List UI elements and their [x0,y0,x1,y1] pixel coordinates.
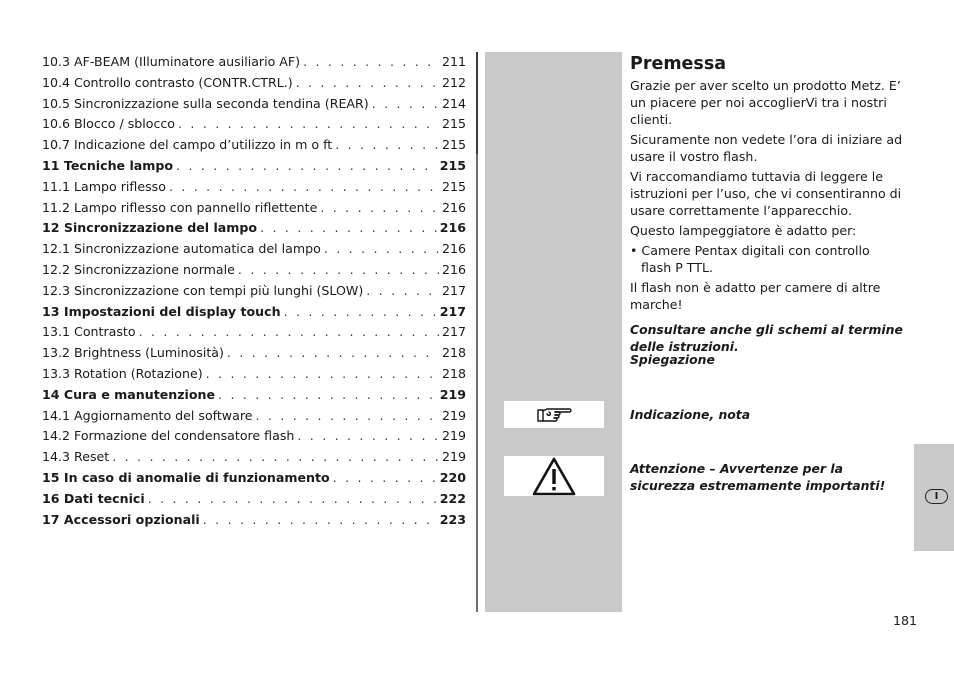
toc-entry [42,198,466,219]
toc-entry-label: 12 Sincronizzazione del lampo [42,220,258,236]
toc-leader-dots [335,135,439,156]
toc-entry-label: 14.2 Formazione del condensatore flash [42,428,295,444]
toc-leader-dots [320,198,439,219]
toc-entry-page: 220 [439,469,466,485]
toc-entry [42,156,466,177]
toc-leader-dots [178,114,439,135]
toc-entry-page: 214 [441,95,466,111]
toc-leader-dots [218,385,437,406]
intro-paragraph: Vi raccomandiamo tuttavia di leggere le istruzioni per l’uso, che vi consentiranno di usare correttamente l’apparecchio. [630,169,902,218]
toc-leader-dots [324,239,439,260]
toc-entry-label: 11.1 Lampo riflesso [42,178,166,194]
toc-entry-page: 223 [439,511,466,527]
toc-entry-label: 10.3 AF-BEAM (Illuminatore ausiliario AF) [42,54,301,69]
warning-icon-box [504,456,604,496]
toc-entry-label: 11.2 Lampo riflesso con pannello riflettente [42,199,318,215]
toc-entry-label: 16 Dati tecnici [42,490,145,506]
toc-entry-label: 10.6 Blocco / sblocco [42,116,176,132]
toc-entry [42,73,466,94]
toc-entry [42,177,466,198]
toc-entry-label: 10.4 Controllo contrasto (CONTR.CTRL.) [42,74,293,90]
premessa-section [630,52,920,355]
toc-leader-dots [203,510,437,531]
toc-entry-page: 218 [441,365,466,381]
toc-entry-page: 219 [439,386,466,402]
intro-paragraph: Questo lampeggiatore è adatto per: [630,223,857,238]
toc-entry-page: 215 [441,178,466,194]
toc-entry [42,94,466,115]
intro-paragraph: Sicuramente non vedete l’ora di iniziare ad usare il vostro flash. [630,132,903,164]
section-title: Premessa [630,54,727,74]
vertical-divider-dark [476,52,478,154]
toc-entry-page: 216 [441,241,466,257]
note-legend-label: Indicazione, nota [630,407,751,422]
toc-entry-label: 10.5 Sincronizzazione sulla seconda tendina (REAR) [42,95,369,111]
toc-entry-label: 13 Impostazioni del display touch [42,303,281,319]
toc-entry-page: 211 [441,54,466,69]
toc-entry [42,322,466,343]
toc-entry-page: 216 [439,220,466,236]
explanation-heading: Spiegazione [630,352,715,367]
pointing-hand-icon [535,405,573,425]
toc-entry [42,281,466,302]
toc-entry-label: 14 Cura e manutenzione [42,386,216,402]
toc-entry [42,260,466,281]
toc-entry-label: 13.3 Rotation (Rotazione) [42,365,203,381]
toc-leader-dots [333,468,437,489]
toc-entry [42,364,466,385]
toc-entry-page: 217 [441,324,466,340]
toc-entry-label: 10.7 Indicazione del campo d’utilizzo in m o ft [42,137,333,153]
toc-entry-label: 13.1 Contrasto [42,324,136,340]
toc-entry [42,426,466,447]
toc-entry-page: 217 [439,303,466,319]
toc-leader-dots [284,302,437,323]
toc-entry-label: 12.2 Sincronizzazione normale [42,261,235,277]
toc-leader-dots [169,177,439,198]
toc-entry [42,447,466,468]
toc-entry-label: 14.3 Reset [42,449,110,465]
toc-leader-dots [366,281,439,302]
toc-leader-dots [297,426,439,447]
toc-entry [42,135,466,156]
toc-leader-dots [227,343,439,364]
intro-paragraph: Il flash non è adatto per camere di altre marche! [630,280,881,312]
icon-legend-panel [485,52,622,612]
note-icon-box [504,401,604,428]
toc-leader-dots [176,156,437,177]
toc-entry [42,510,466,531]
toc-entry-page: 219 [441,407,466,423]
table-of-contents [42,52,466,530]
toc-leader-dots [112,447,439,468]
toc-leader-dots [255,406,438,427]
toc-entry [42,239,466,260]
warning-legend-label: Attenzione – Avvertenze per la sicurezza estremamente importanti! [630,461,886,493]
toc-entry-label: 12.1 Sincronizzazione automatica del lampo [42,241,321,257]
toc-entry-page: 212 [441,74,466,90]
toc-entry-page: 219 [441,449,466,465]
toc-entry-page: 215 [441,137,466,153]
warning-triangle-icon [531,456,577,496]
toc-entry-label: 11 Tecniche lampo [42,157,174,173]
toc-entry [42,468,466,489]
language-badge: I [925,489,948,504]
schemes-note: Consultare anche gli schemi al termine delle istruzioni. [630,322,903,354]
page-number: 181 [893,613,918,628]
toc-entry-page: 218 [441,345,466,361]
toc-entry-label: 15 In caso di anomalie di funzionamento [42,469,330,485]
toc-entry-page: 215 [441,116,466,132]
toc-leader-dots [296,73,439,94]
bullet-item: • Camere Pentax digitali con controllo flash P TTL. [630,243,870,275]
toc-leader-dots [260,218,437,239]
toc-entry-page: 217 [441,282,466,298]
toc-entry [42,52,466,73]
toc-leader-dots [206,364,439,385]
toc-entry-page: 222 [439,490,466,506]
toc-entry [42,302,466,323]
toc-entry [42,218,466,239]
toc-entry [42,114,466,135]
toc-entry-label: 13.2 Brightness (Luminosità) [42,345,224,361]
toc-entry [42,385,466,406]
toc-entry [42,406,466,427]
toc-leader-dots [148,489,437,510]
toc-entry [42,489,466,510]
toc-entry [42,343,466,364]
toc-entry-page: 219 [441,428,466,444]
toc-entry-label: 12.3 Sincronizzazione con tempi più lunghi (SLOW) [42,282,364,298]
toc-entry-label: 17 Accessori opzionali [42,511,200,527]
toc-entry-label: 14.1 Aggiornamento del software [42,407,253,423]
toc-leader-dots [139,322,439,343]
toc-leader-dots [303,52,439,73]
toc-leader-dots [238,260,439,281]
toc-entry-page: 215 [439,157,466,173]
intro-paragraph: Grazie per aver scelto un prodotto Metz. E’ un piacere per noi accoglierVi tra i nostri clienti. [630,78,901,127]
toc-entry-page: 216 [441,261,466,277]
toc-leader-dots [372,94,439,115]
toc-entry-page: 216 [441,199,466,215]
